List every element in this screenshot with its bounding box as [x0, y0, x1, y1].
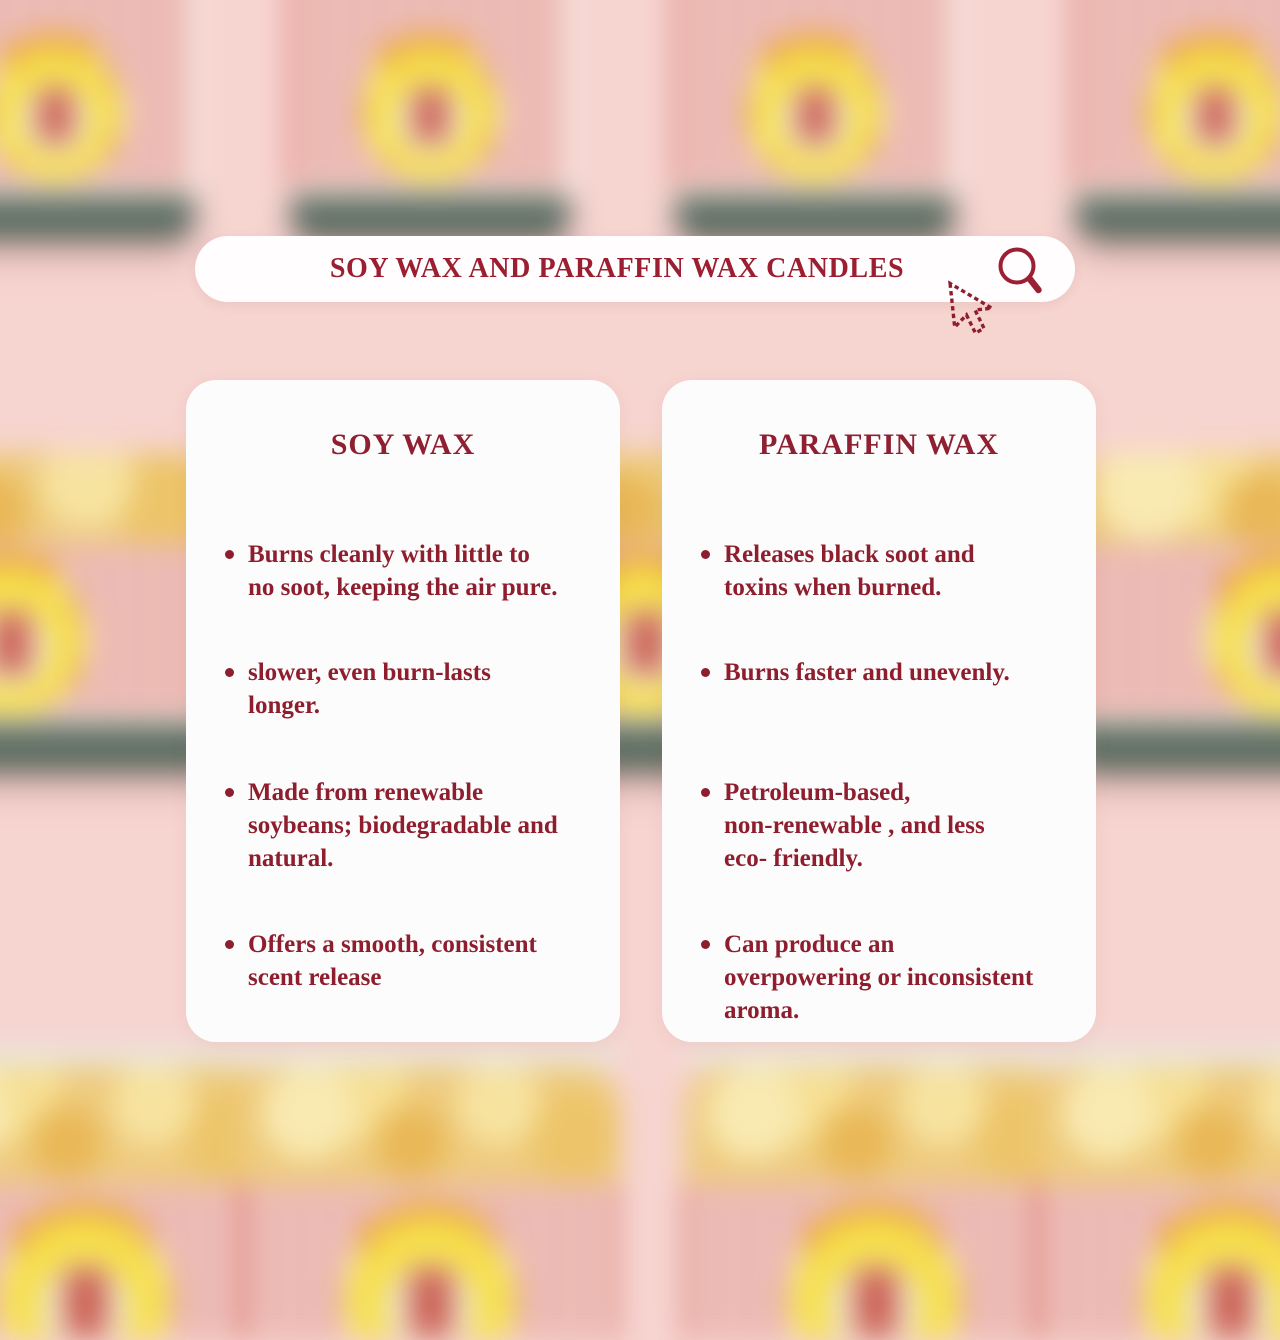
bullet-item: [225, 928, 594, 994]
search-icon[interactable]: [995, 244, 1049, 300]
bullet-line: toxins when burned.: [724, 574, 942, 601]
search-query-text: SOY WAX AND PARAFFIN WAX CANDLES: [329, 253, 905, 284]
bullet-dot: [225, 788, 234, 797]
bullet-line: Made from renewable: [248, 779, 484, 806]
bullet-line: scent release: [248, 964, 382, 991]
bullet-dot: [225, 940, 234, 949]
paraffin-wax-card: [662, 380, 1096, 1042]
bullet-item: [225, 656, 594, 722]
bullet-dot: [701, 550, 710, 559]
bullet-line: longer.: [248, 692, 320, 719]
bullet-dot: [701, 668, 710, 677]
bullet-item: [701, 538, 1070, 604]
bullet-line: aroma.: [724, 997, 800, 1024]
bullet-item: [701, 928, 1070, 1027]
card-title: PARAFFIN WAX: [758, 428, 1000, 461]
cursor-icon: [947, 276, 1003, 345]
bullet-line: no soot, keeping the air pure.: [248, 574, 558, 601]
bullet-line: Offers a smooth, consistent: [248, 931, 537, 958]
bullet-line: Can produce an: [724, 931, 895, 958]
bullet-item: [225, 776, 594, 875]
bullet-line: Petroleum-based,: [724, 779, 911, 806]
bullet-line: slower, even burn-lasts: [248, 659, 491, 686]
bullet-line: natural.: [248, 845, 334, 872]
bullet-line: Burns faster and unevenly.: [724, 659, 1010, 686]
card-title: SOY WAX: [330, 428, 476, 461]
bullet-item: [225, 538, 594, 604]
bullet-line: non-renewable , and less: [724, 812, 985, 839]
bullet-item: [701, 656, 1070, 689]
bullet-line: eco- friendly.: [724, 845, 863, 872]
bullet-dot: [701, 940, 710, 949]
bullet-line: soybeans; biodegradable and: [248, 812, 558, 839]
search-bar[interactable]: [195, 236, 1075, 302]
bullet-dot: [225, 668, 234, 677]
bullet-line: overpowering or inconsistent: [724, 964, 1034, 991]
bullet-line: Releases black soot and: [724, 541, 975, 568]
bullet-dot: [701, 788, 710, 797]
bullet-line: Burns cleanly with little to: [248, 541, 530, 568]
bullet-dot: [225, 550, 234, 559]
soy-wax-card: [186, 380, 620, 1042]
bullet-item: [701, 776, 1070, 875]
